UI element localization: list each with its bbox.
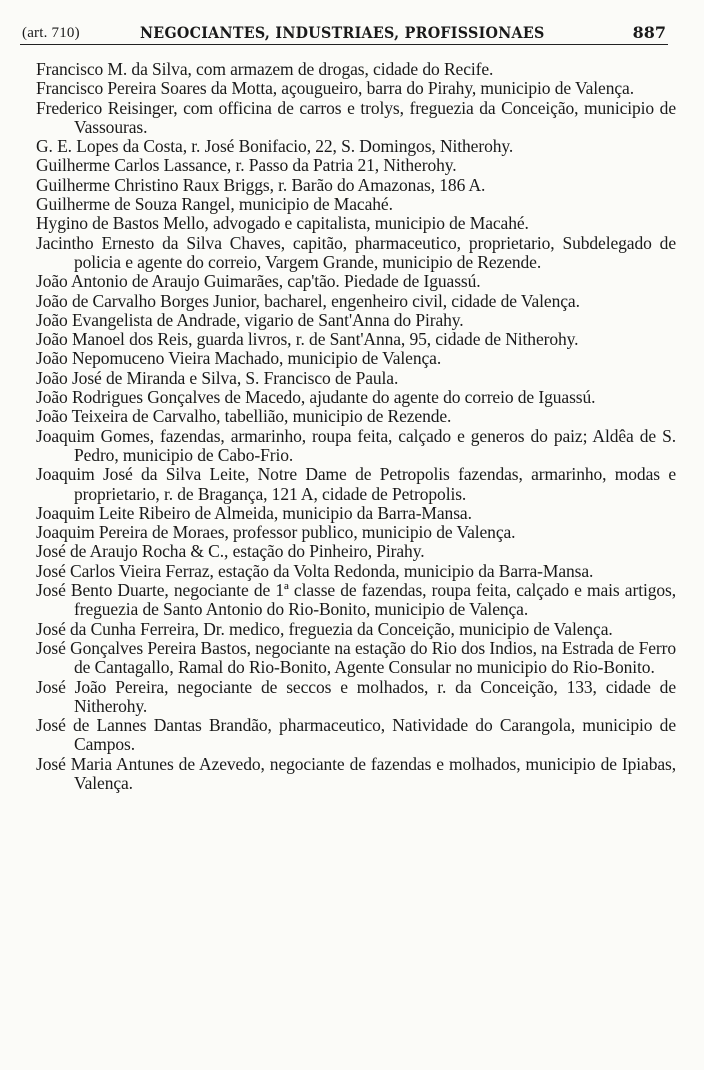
directory-entry: João Manoel dos Reis, guarda livros, r. de Sant'Anna, 95, cidade de Nitherohy. [36,329,579,350]
directory-entry: João José de Miranda e Silva, S. Francisco de Paula. [36,367,399,388]
directory-entry: João Antonio de Araujo Guimarães, cap'tão. Piedade de Iguassú. [36,271,481,292]
directory-entry: Francisco Pereira Soares da Motta, açougueiro, barra do Pirahy, municipio de Valença. [36,78,634,99]
directory-entry: João Evangelista de Andrade, vigario de Sant'Anna do Pirahy. [36,309,464,330]
page-number: 887 [632,23,666,42]
directory-entry: José de Lannes Dantas Brandão, pharmaceutico, Natividade do Carangola, municipio de Campos. [36,715,676,755]
directory-entry: João Teixeira de Carvalho, tabellião, municipio de Rezende. [36,406,452,427]
directory-entry: Guilherme Christino Raux Briggs, r. Barão do Amazonas, 186 A. [36,174,486,195]
directory-entry: Hygino de Bastos Mello, advogado e capitalista, municipio de Macahé. [36,213,529,234]
article-reference: (art. 710) [22,25,80,41]
directory-entry: Joaquim Gomes, fazendas, armarinho, roupa feita, calçado e generos do paiz; Aldêa de S. Pedro, municipio de Cabo-Frio. [36,425,676,465]
directory-entry: José Maria Antunes de Azevedo, negociante de fazendas e molhados, municipio de Ipiabas, Valença. [36,753,676,793]
directory-entry: Joaquim Leite Ribeiro de Almeida, municipio da Barra-Mansa. [36,502,472,523]
directory-entry: João Nepomuceno Vieira Machado, municipio de Valença. [36,348,442,369]
directory-entry: João Rodrigues Gonçalves de Macedo, ajudante do agente do correio de Iguassú. [36,387,596,408]
directory-entry: Joaquim Pereira de Moraes, professor publico, municipio de Valença. [36,522,516,543]
directory-entry: João de Carvalho Borges Junior, bacharel, engenheiro civil, cidade de Valença. [36,290,580,311]
directory-entry: Guilherme de Souza Rangel, municipio de Macahé. [36,194,393,215]
directory-entries [36,60,676,793]
directory-entry: José Bento Duarte, negociante de 1ª classe de fazendas, roupa feita, calçado e mais artigos, freguezia de Santo Antonio do Rio-Bonito, municipio de Valença. [36,580,676,620]
directory-entry: Francisco M. da Silva, com armazem de drogas, cidade do Recife. [36,59,494,79]
page-title: NEGOCIANTES, INDUSTRIAES, PROFISSIONAES [140,23,545,42]
directory-entry: José João Pereira, negociante de seccos e molhados, r. da Conceição, 133, cidade de Nitherohy. [36,676,676,716]
directory-entry: Frederico Reisinger, com officina de carros e trolys, freguezia da Conceição, municipio de Vassouras. [36,97,676,137]
directory-entry: José da Cunha Ferreira, Dr. medico, freguezia da Conceição, municipio de Valença. [36,618,613,639]
directory-entry: Jacintho Ernesto da Silva Chaves, capitão, pharmaceutico, proprietario, Subdelegado de policia e agente do correio, Vargem Grande, municipio de Rezende. [36,232,676,272]
directory-entry: Guilherme Carlos Lassance, r. Passo da Patria 21, Nitherohy. [36,155,457,176]
directory-entry: José Gonçalves Pereira Bastos, negociante na estação do Rio dos Indios, na Estrada de Ferro de Cantagallo, Ramal do Rio-Bonito, Agente Consular no municipio do Rio-Bonito. [36,637,676,678]
directory-entry: Joaquim José da Silva Leite, Notre Dame de Petropolis fazendas, armarinho, modas e proprietario, r. de Bragança, 121 A, cidade de Petropolis. [36,464,676,504]
directory-entry: José Carlos Vieira Ferraz, estação da Volta Redonda, municipio da Barra-Mansa. [36,560,594,581]
directory-entry: José de Araujo Rocha & C., estação do Pinheiro, Pirahy. [36,541,425,562]
directory-entry: G. E. Lopes da Costa, r. José Bonifacio, 22, S. Domingos, Nitherohy. [36,136,514,157]
page-header [20,22,668,45]
